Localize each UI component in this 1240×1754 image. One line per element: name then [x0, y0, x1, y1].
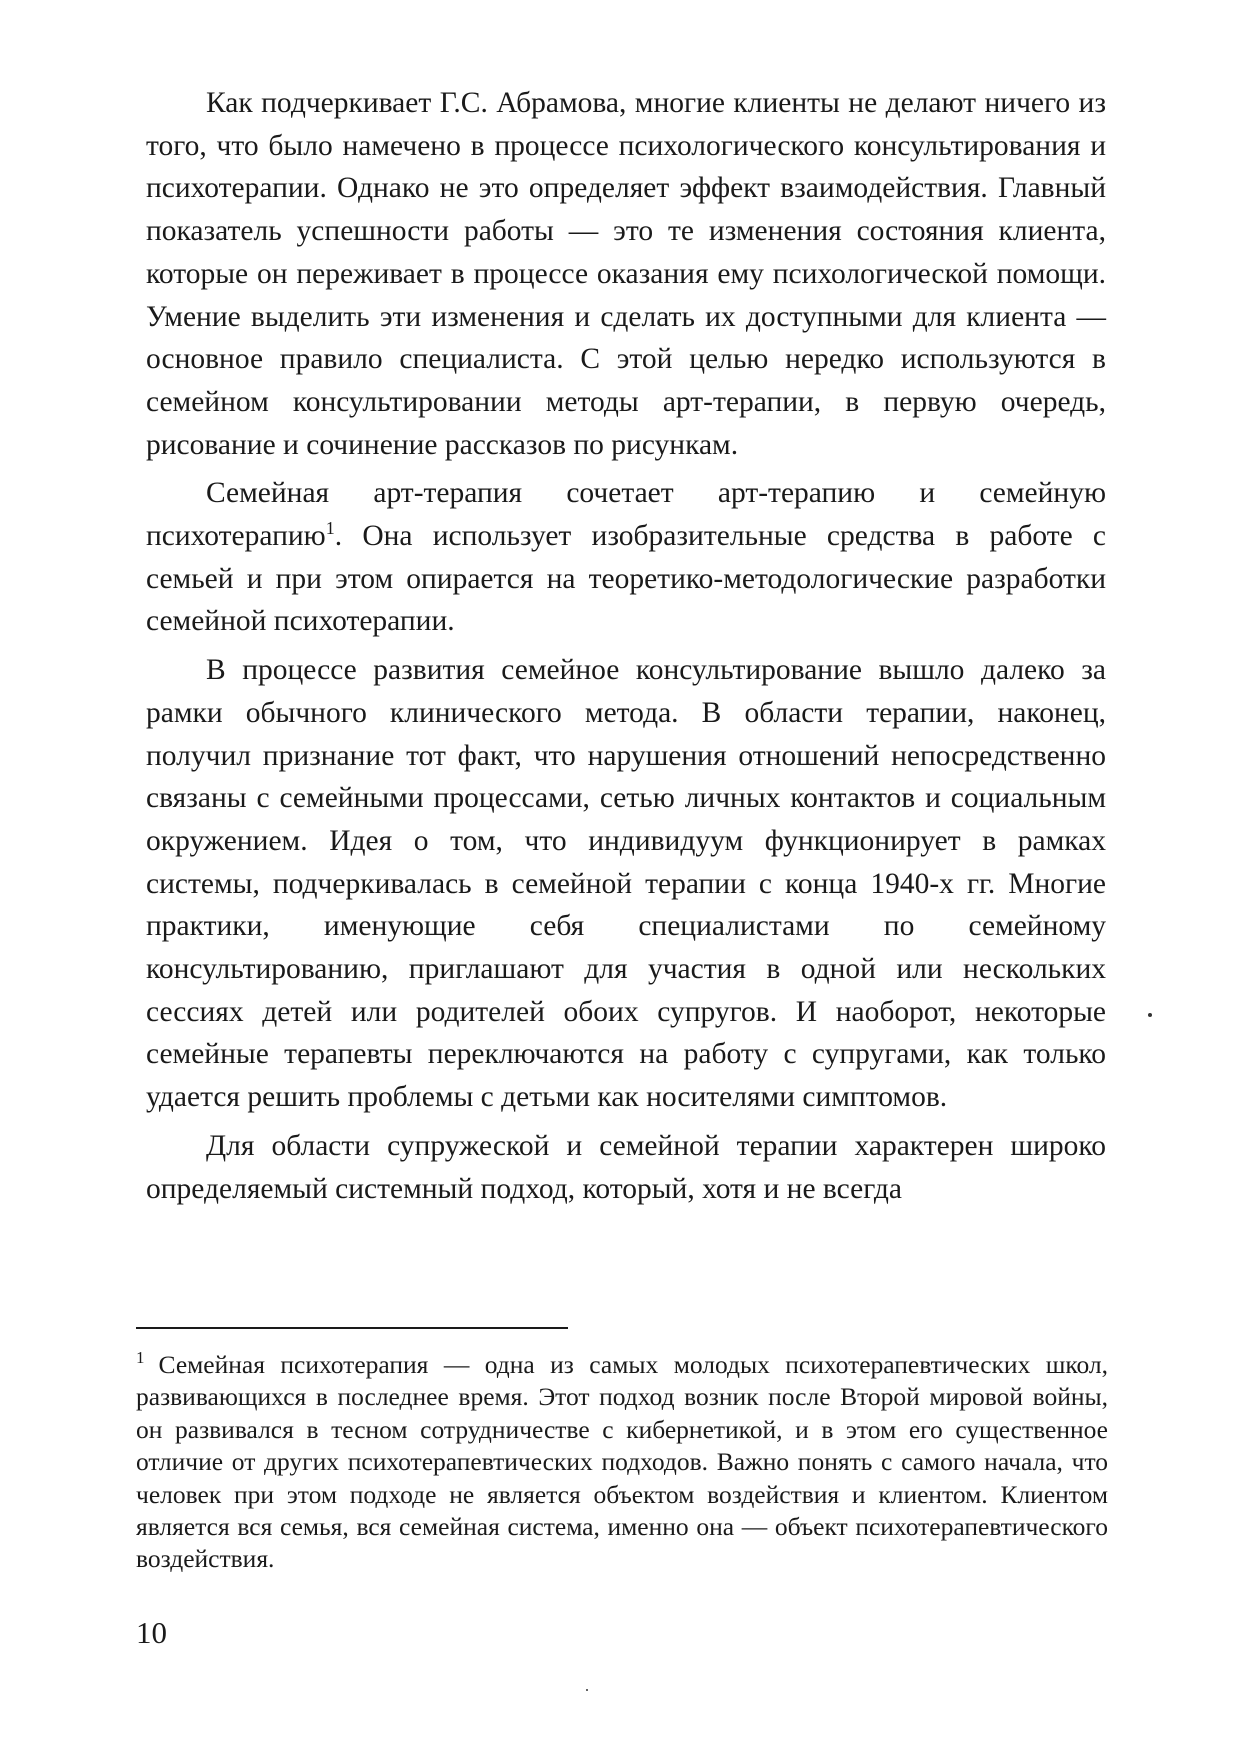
- footnote-reference: 1: [325, 518, 335, 539]
- paragraph-4: Для области супружеской и семейной терапии характерен широко определяемый системный подход, который, хотя и не всегда: [146, 1129, 1106, 1205]
- paragraph-3: В процессе развития семейное консультирование вышло далеко за рамки обычного клинического метода. В области терапии, наконец, получил признание тот факт, что нарушения отношений непосредственно связаны с семейными процессами, сетью личных контактов и социальным окружением. Идея о том, что индивидуум функционирует в рамках системы, подчеркивалась в семейной терапии с конца 1940-х гг. Многие практики, именующие себя специалистами по семейному консультированию, приглашают для участия в одной или нескольких сессиях детей или родителей обоих супругов. И наоборот, некоторые семейные терапевты переключаются на работу с супругами, как только удается решить проблемы с детьми как носителями симптомов.: [146, 654, 1106, 1114]
- paragraph-2-text-start: Семейная арт-терапия сочетает арт-терапию и семейную психотерапию: [146, 477, 1106, 553]
- paragraph-2: [146, 472, 1106, 643]
- footnote-separator: [136, 1327, 568, 1329]
- footnote-text: Семейная психотерапия — одна из самых молодых психотерапевтических школ, развивающихся в последнее время. Этот подход возник после Второй мировой войны, он развивался в тесном сотрудничестве с кибернетикой, и в этом его существенное отличие от других психотерапевтических подходов. Важно понять с самого начала, что человек при этом подходе не является объектом воздействия и клиентом. Клиентом является вся семья, вся семейная система, именно она — объект психотерапевтического воздействия.: [136, 1350, 1108, 1574]
- page-number: 10: [136, 1615, 167, 1650]
- paragraph-2-text-end: . Она использует изобразительные средства в работе с семьей и при этом опирается на теоретико-методологические разработки семейной психотерапии.: [146, 520, 1106, 638]
- main-text: [146, 82, 1106, 1210]
- paragraph-1: Как подчеркивает Г.С. Абрамова, многие клиенты не делают ничего из того, что было намечено в процессе психологического консультирования и психотерапии. Однако не это определяет эффект взаимодействия. Главный показатель успешности работы — это те изменения состояния клиента, которые он переживает в процессе оказания ему психологической помощи. Умение выделить эти изменения и сделать их доступными для клиента — основное правило специалиста. С этой целью нередко используются в семейном консультировании методы арт-терапии, в первую очередь, рисование и сочинение рассказов по рисункам.: [146, 87, 1106, 461]
- scan-speck: [586, 1689, 588, 1691]
- footnote-mark: 1: [136, 1348, 145, 1367]
- footnote: [136, 1349, 1108, 1576]
- scan-speck: [1148, 1013, 1152, 1017]
